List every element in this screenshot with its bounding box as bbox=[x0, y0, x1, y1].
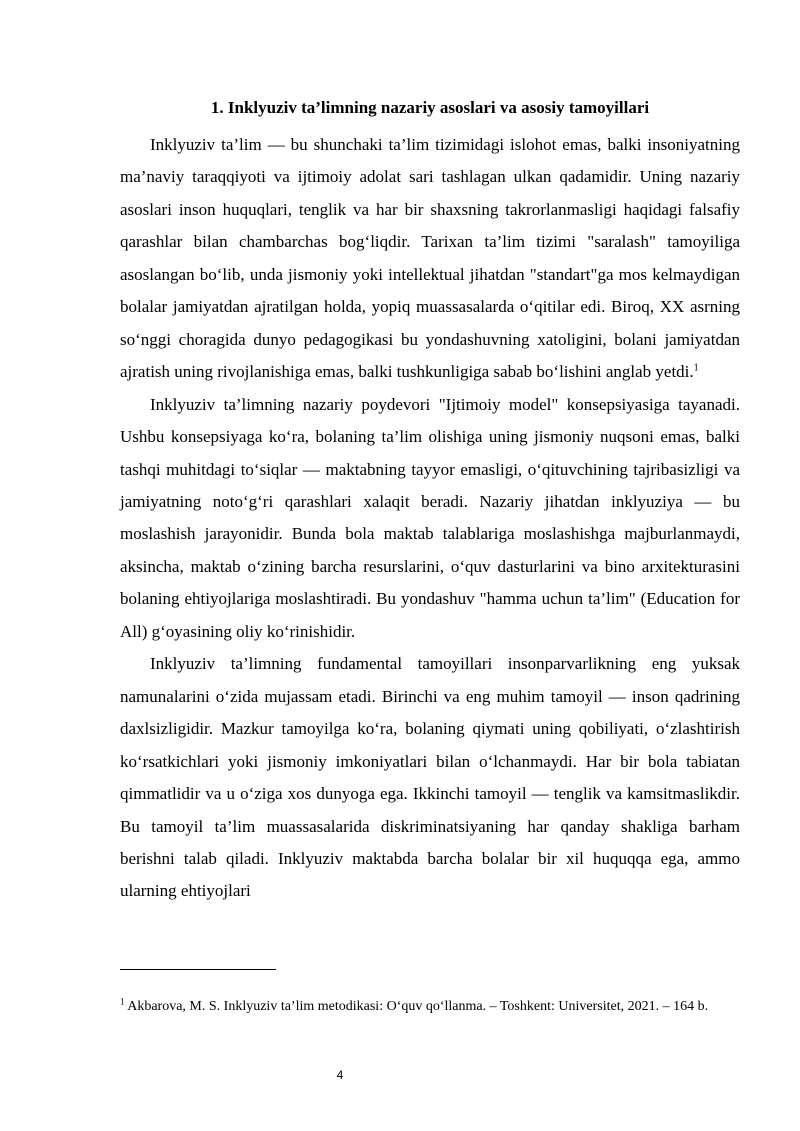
paragraph-2-text: Inklyuziv ta’limning nazariy poydevori "Ijtimoiy model" konsepsiyasiga tayanadi. Ushbu konsepsiyaga ko‘ra, bolaning ta’lim olishiga uning jismoniy nuqsoni emas, balki tashqi muhitdagi to‘siqlar — maktabning tayyor emasligi, o‘qituvchining tajribasizligi va jamiyatning noto‘g‘ri qarashlari xalaqit beradi. Nazariy jihatdan inklyuziya — bu moslashish jarayonidir. Bunda bola maktab talablariga moslashishga majburlanmaydi, aksincha, maktab o‘zining barcha resurslarini, o‘quv dasturlarini va bino arxitekturasini bolaning ehtiyojlariga moslashtiradi. Bu yondashuv "hamma uchun ta’lim" (Education for All) g‘oyasining oliy ko‘rinishidir. bbox=[120, 394, 740, 641]
section-heading: 1. Inklyuziv ta’limning nazariy asoslari va asosiy tamoyillari bbox=[210, 98, 650, 117]
footnote-reference[interactable]: 1 bbox=[693, 362, 699, 374]
footnote-separator bbox=[120, 969, 276, 970]
paragraph-2 bbox=[120, 389, 740, 649]
page-number: 4 bbox=[336, 1068, 344, 1082]
footnote-number: 1 bbox=[120, 996, 125, 1007]
paragraph-3-text: Inklyuziv ta’limning fundamental tamoyillari insonparvarlikning eng yuksak namunalarini o‘zida mujassam etadi. Birinchi va eng muhim tamoyil — inson qadrining daxlsizligidir. Mazkur tamoyilga ko‘ra, bolaning qiymati uning qobiliyati, o‘zlashtirish ko‘rsatkichlari yoki jismoniy imkoniyatlari bilan o‘lchanmaydi. Har bir bola tabiatan qimmatlidir va u o‘ziga xos dunyoga ega. Ikkinchi tamoyil — tenglik va kamsitmaslikdir. Bu tamoyil ta’lim muassasalarida diskriminatsiyaning har qanday shakliga barham berishni talab qiladi. Inklyuziv maktabda barcha bolalar bir xil huquqqa ega, ammo ularning ehtiyojlari bbox=[120, 654, 740, 901]
body-text bbox=[120, 129, 740, 908]
paragraph-3 bbox=[120, 648, 740, 908]
footnote-text: Akbarova, M. S. Inklyuziv ta’lim metodikasi: O‘quv qo‘llanma. – Toshkent: Universitet, 2021. – 164 b. bbox=[127, 999, 709, 1014]
paragraph-1-text: Inklyuziv ta’lim — bu shunchaki ta’lim tizimidagi islohot emas, balki insoniyatning ma’naviy taraqqiyoti va ijtimoiy adolat sari tashlagan ulkan qadamidir. Uning nazariy asoslari inson huquqlari, tenglik va har bir shaxsning takrorlanmasligi haqidagi falsafiy qarashlar bilan chambarchas bog‘liqdir. Tarixan ta’lim tizimi "saralash" tamoyiliga asoslangan bo‘lib, unda jismoniy yoki intellektual jihatdan "standart"ga mos kelmaydigan bolalar jamiyatdan ajratilgan holda, yopiq muassasalarda o‘qitilar edi. Biroq, XX asrning so‘nggi choragida dunyo pedagogikasi bu yondashuvning xatoligini, bolani jamiyatdan ajratish uning rivojlanishiga emas, balki tushkunligiga sabab bo‘lishini anglab yetdi. bbox=[120, 135, 740, 382]
footnote bbox=[120, 998, 730, 1015]
paragraph-1 bbox=[120, 129, 740, 389]
